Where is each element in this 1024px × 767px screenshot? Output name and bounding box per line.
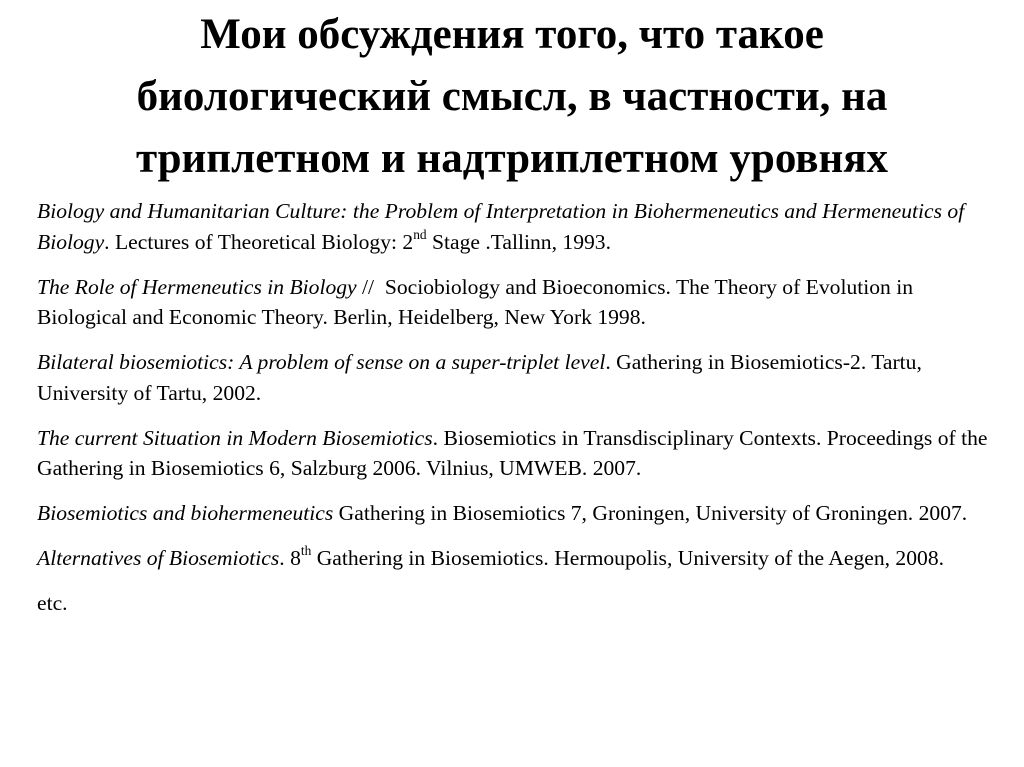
- reference-item-etc: [37, 588, 997, 619]
- reference-1-source-end: Stage .Tallinn, 1993.: [426, 229, 611, 254]
- reference-6-source: . 8: [279, 546, 301, 570]
- reference-5-source: Gathering in Biosemiotics 7, Groningen, University of Groningen. 2007.: [333, 501, 968, 525]
- reference-1-source: . Lectures of Theoretical Biology: 2: [104, 229, 414, 254]
- reference-item-5: [37, 498, 997, 529]
- title-line-1: Мои обсуждения того, что такое: [200, 11, 824, 58]
- reference-item-3: [37, 347, 997, 408]
- reference-item-6: [37, 543, 997, 574]
- reference-1-title: Biology and Humanitarian Culture: the Problem of Interpretation in Biohermeneutics and Hermeneutics of Biology: [37, 199, 965, 254]
- reference-4-source: . Biosemiotics in Transdisciplinary Contexts. Proceedings of the Gathering in Biosemiotics 6, Salzburg 2006. Vilnius, UMWEB. 2007.: [37, 425, 988, 480]
- reference-3-source: . Gathering in Biosemiotics-2. Tartu, University of Tartu, 2002.: [37, 350, 922, 405]
- reference-2-source: Sociobiology and Bioeconomics. The Theory of Evolution in Biological and Economic Theory. Berlin, Heidelberg, New York 1998.: [37, 274, 919, 329]
- reference-3-title: Bilateral biosemiotics: A problem of sense on a super-triplet level: [37, 350, 606, 374]
- reference-6-title: Alternatives of Biosemiotics: [37, 546, 280, 570]
- title-line-3: триплетном и надтриплетном уровнях: [135, 135, 889, 182]
- reference-2-separator: //: [356, 274, 375, 299]
- reference-4-title: The current Situation in Modern Biosemiotics: [37, 425, 433, 450]
- reference-list: [37, 196, 997, 633]
- reference-1-ordinal-suffix: nd: [413, 226, 427, 242]
- slide-title: [0, 4, 1024, 190]
- reference-5-title: Biosemiotics and biohermeneutics: [37, 501, 334, 525]
- reference-item-1: [37, 196, 997, 257]
- reference-item-2: [37, 272, 997, 333]
- reference-6-source-end: Gathering in Biosemiotics. Hermoupolis, University of the Aegen, 2008.: [311, 546, 945, 570]
- reference-6-ordinal-suffix: th: [300, 543, 312, 559]
- reference-etc-text: etc.: [37, 591, 68, 615]
- title-line-2: биологический смысл, в частности, на: [136, 73, 888, 120]
- reference-2-title: The Role of Hermeneutics in Biology: [37, 274, 357, 299]
- reference-item-4: [37, 423, 997, 484]
